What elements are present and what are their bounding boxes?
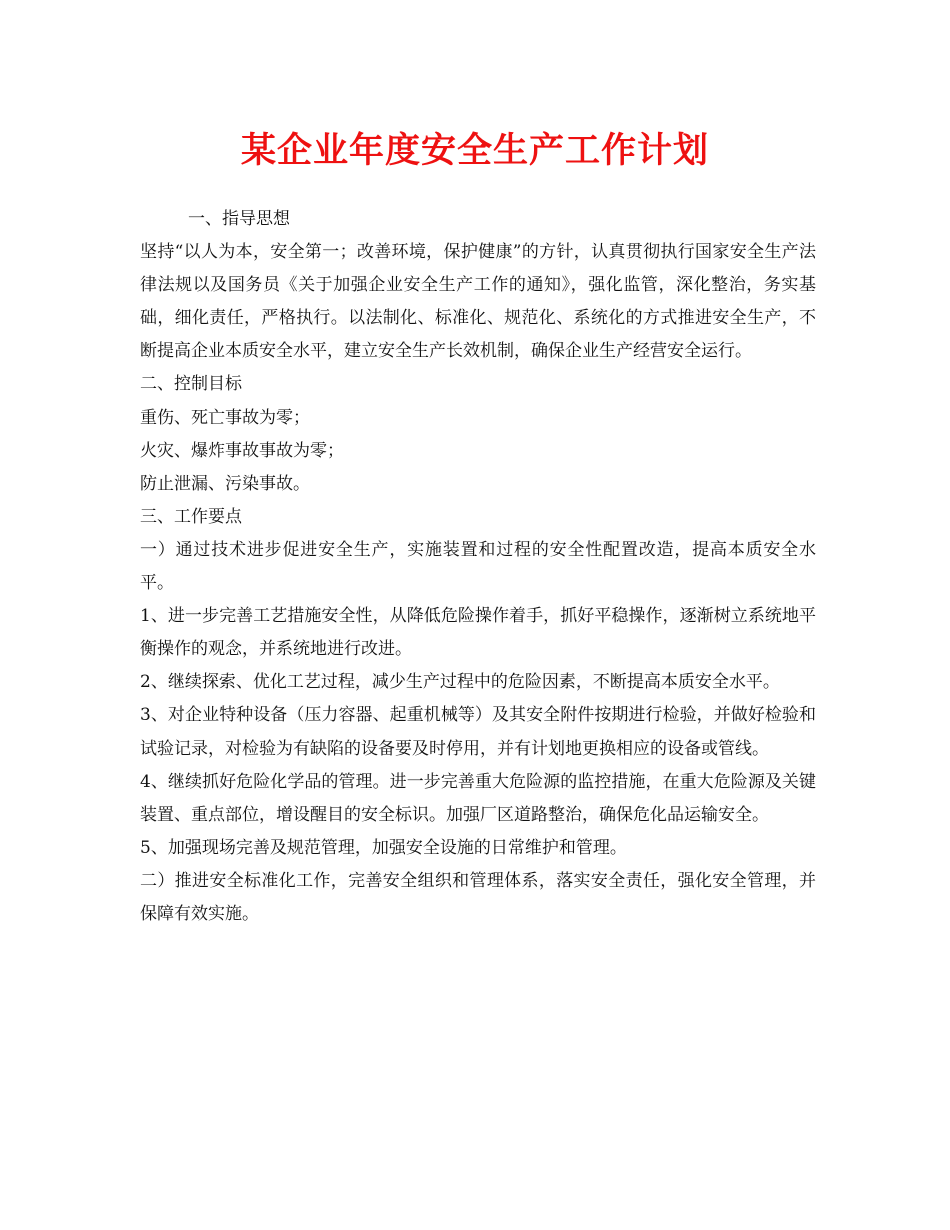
section-heading-guiding-ideology: 一、指导思想: [188, 209, 290, 229]
list-item: 3、对企业特种设备（压力容器、起重机械等）及其安全附件按期进行检验，并做好检验和试验记录，对检验为有缺陷的设备要及时停用，并有计划地更换相应的设备或管线。: [140, 705, 816, 759]
target-item: 防止泄漏、污染事故。: [140, 473, 310, 494]
list-item: 2、继续探索、优化工艺过程，减少生产过程中的危险因素，不断提高本质安全水平。: [140, 672, 780, 693]
section-heading-control-targets: 二、控制目标: [140, 374, 242, 395]
subsection-heading: 一）通过技术进步促进安全生产，实施装置和过程的安全性配置改造，提高本质安全水平。: [140, 539, 816, 594]
section-heading-work-points: 三、工作要点: [140, 506, 242, 527]
document-body: [140, 203, 816, 931]
target-item: 重伤、死亡事故为零；: [140, 407, 310, 428]
subsection-heading: 二）推进安全标准化工作，完善安全组织和管理体系，落实安全责任，强化安全管理，并保障有效实施。: [140, 870, 816, 924]
list-item: 4、继续抓好危险化学品的管理。进一步完善重大危险源的监控措施，在重大危险源及关键装置、重点部位，增设醒目的安全标识。加强厂区道路整治，确保危化品运输安全。: [140, 771, 816, 825]
list-item: 5、加强现场完善及规范管理，加强安全设施的日常维护和管理。: [140, 837, 627, 858]
page-title: 某企业年度安全生产工作计划: [240, 130, 709, 171]
target-item: 火灾、爆炸事故事故为零；: [140, 440, 344, 461]
list-item: 1、进一步完善工艺措施安全性，从降低危险操作着手，抓好平稳操作，逐渐树立系统地平衡操作的观念，并系统地进行改进。: [140, 606, 816, 660]
paragraph-guiding-ideology: 坚持“以人为本，安全第一；改善环境，保护健康”的方针，认真贯彻执行国家安全生产法律法规以及国务员《关于加强企业安全生产工作的通知》，强化监管，深化整治，务实基础，细化责任，严格执行。以法制化、标准化、规范化、系统化的方式推进安全生产，不断提高企业本质安全水平，建立安全生产长效机制，确保企业生产经营安全运行。: [140, 242, 816, 362]
